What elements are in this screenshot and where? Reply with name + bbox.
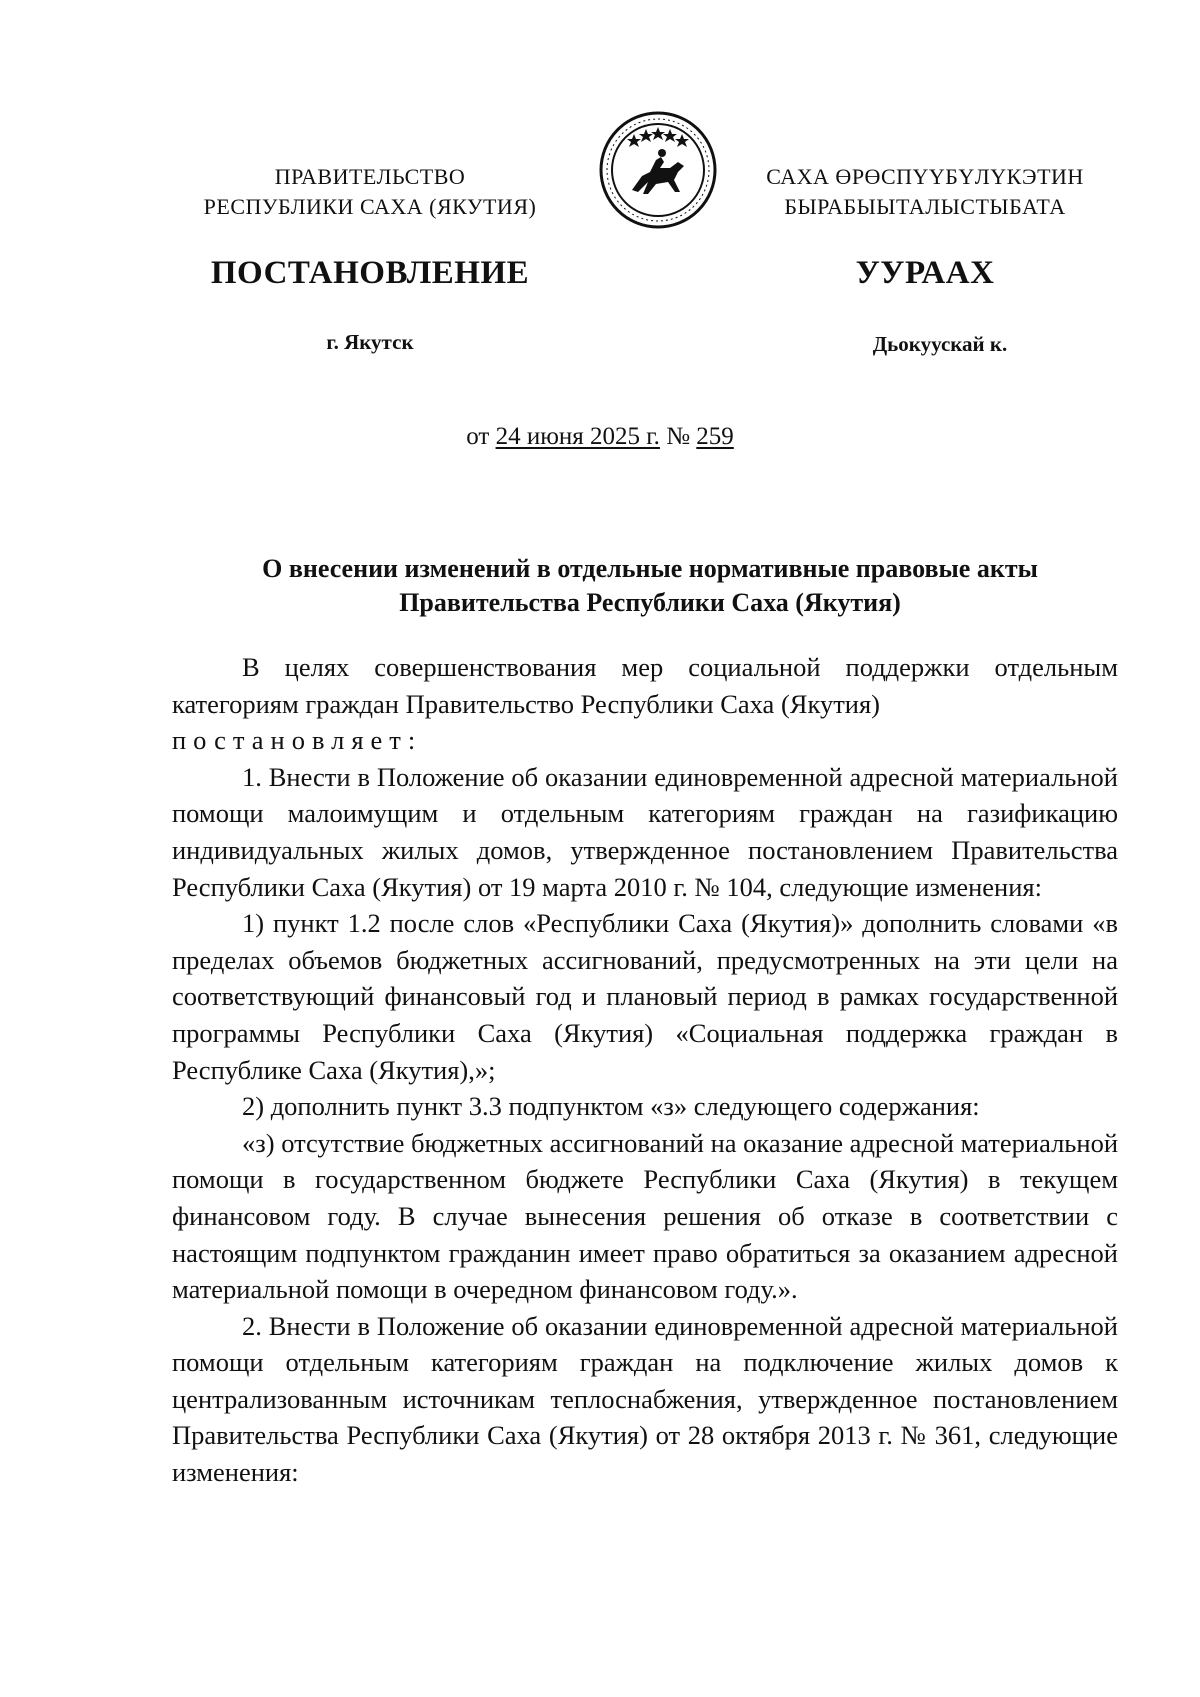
gov-name-sah-line1: САХА ӨРӨСПҮҮБҮЛҮКЭТИН <box>766 164 1084 189</box>
paragraph-1-item-2: 2) дополнить пункт 3.3 подпунктом «з» следующего содержания: <box>242 1091 980 1122</box>
preamble: В целях совершенствования мер социальной поддержки отдельным категориям граждан Правительство Республики Саха (Якутия) <box>172 652 1118 719</box>
doc-type-ru: ПОСТАНОВЛЕНИЕ <box>210 255 530 291</box>
number-sign: № <box>666 423 691 450</box>
city-ru: г. Якутск <box>326 330 414 354</box>
header-right <box>745 162 1105 222</box>
date-prefix: от <box>466 423 490 450</box>
document-title <box>170 552 1130 620</box>
gov-name-sah-line2: БЫРАБЫЫТАЛЫСТЫБАТА <box>784 194 1066 219</box>
title-line1: О внесении изменений в отдельные нормативные правовые акты <box>262 554 1038 583</box>
gov-name-ru-line1: ПРАВИТЕЛЬСТВО <box>274 164 466 189</box>
doc-type-sah: УУРААХ <box>855 255 995 291</box>
date-line <box>0 423 1200 451</box>
title-line2: Правительства Республики Саха (Якутия) <box>399 588 901 617</box>
document-body <box>172 649 1118 1491</box>
document-number: 259 <box>696 423 734 450</box>
city-sah: Дьокуускай к. <box>872 332 1008 356</box>
document-date: 24 июня 2025 г. <box>495 423 660 450</box>
coat-of-arms-icon <box>598 110 718 230</box>
paragraph-1-item-2-text: «з) отсутствие бюджетных ассигнований на оказание адресной материальной помощи в государственном бюджете Республики Саха (Якутия) в текущем финансовом году. В случае вынесения решения об отказе в соответствии с настоящим подпунктом гражданин имеет право обратиться за оказанием адресной материальной помощи в очередном финансовом году.». <box>172 1127 1118 1305</box>
gov-name-ru-line2: РЕСПУБЛИКИ САХА (ЯКУТИЯ) <box>203 194 537 219</box>
paragraph-1-item-1: 1) пункт 1.2 после слов «Республики Саха (Якутия)» дополнить словами «в пределах объемов бюджетных ассигнований, предусмотренных на эти цели на соответствующий финансовый год и плановый период в рамках государственной программы Республики Саха (Якутия) «Социальная поддержка граждан в Республике Саха (Якутия),»; <box>172 908 1118 1085</box>
paragraph-2: 2. Внести в Положение об оказании единовременной адресной материальной помощи отдельным категориям граждан на подключение жилых домов к централизованным источникам теплоснабжения, утвержденное постановлением Правительства Республики Саха (Якутия) от 28 октября 2013 г. № 361, следующие изменения: <box>172 1310 1118 1488</box>
decree-word: постановляет: <box>172 725 423 756</box>
header-left <box>170 162 570 222</box>
paragraph-1: 1. Внести в Положение об оказании единовременной адресной материальной помощи малоимущим и отдельным категориям граждан на газификацию индивидуальных жилых домов, утвержденное постановлением Правительства Республики Саха (Якутия) от 19 марта 2010 г. № 104, следующие изменения: <box>172 761 1118 902</box>
